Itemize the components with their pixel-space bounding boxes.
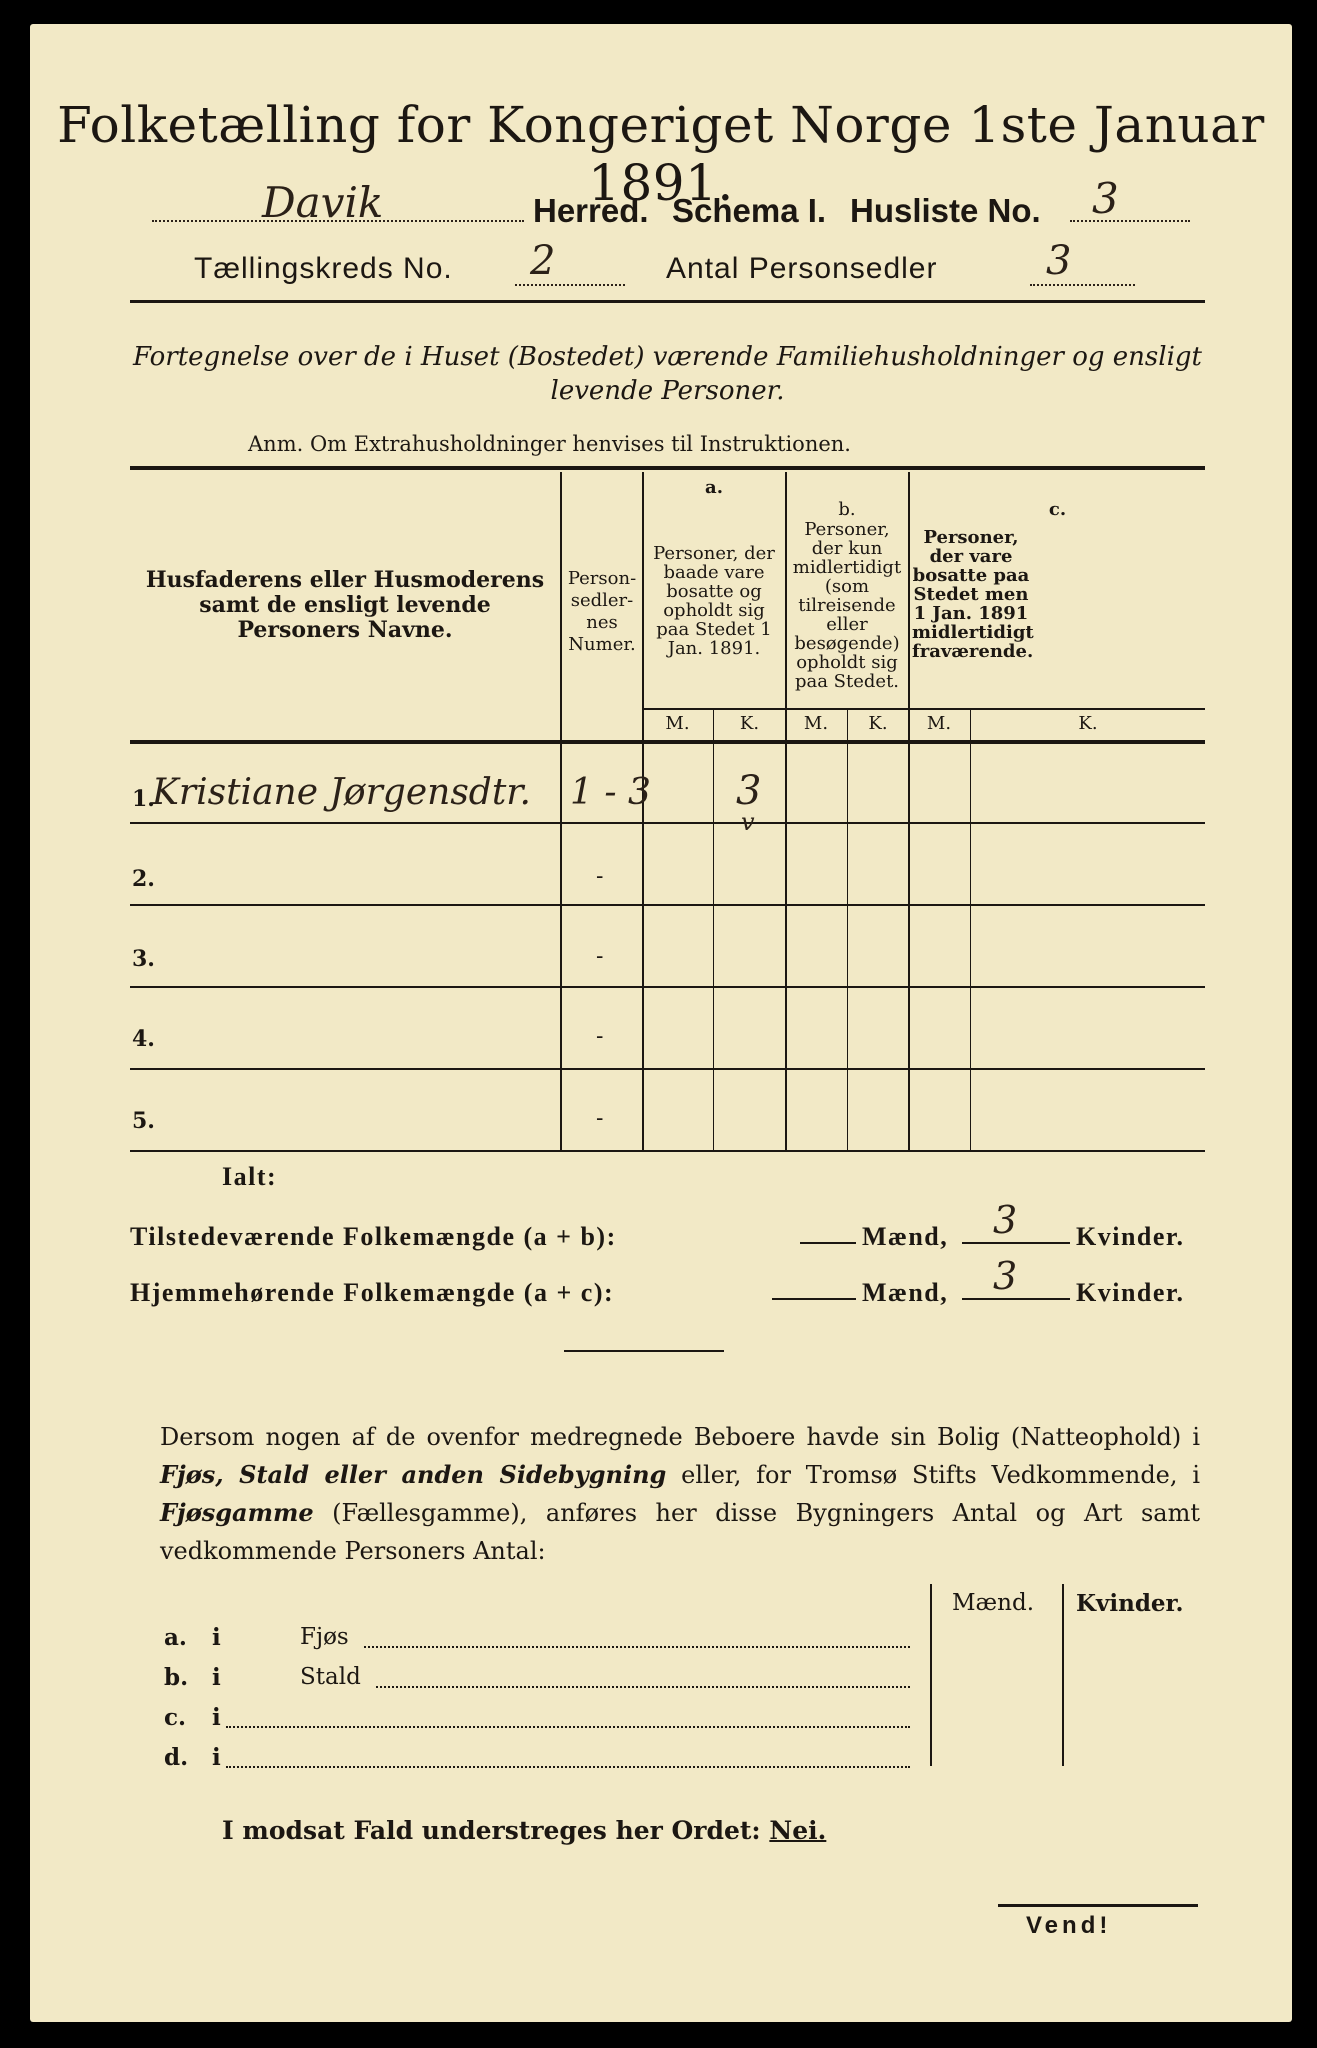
bldg-prep: i	[212, 1744, 221, 1771]
maend-label-1: Mænd,	[862, 1222, 949, 1251]
col-name-header: Husfaderens eller Husmoderens samt de ensligt levende Personers Navne.	[145, 567, 545, 643]
bldg-row	[130, 1660, 930, 1696]
bldg-row	[130, 1740, 930, 1776]
a-k-label: K.	[739, 713, 760, 734]
row-num: 1 - 3	[570, 772, 651, 813]
paragraph-text: (Fællesgamme), anføres her disse Bygningers Antal og Art samt vedkommende Personers Antal:	[160, 1499, 1200, 1565]
bldg-letter: a.	[164, 1624, 187, 1651]
husliste-label: Husliste No.	[850, 192, 1041, 229]
bldg-divider	[930, 1584, 932, 1766]
sidebygning-paragraph	[160, 1418, 1200, 1570]
ialt-label: Ialt:	[222, 1162, 278, 1191]
maend-label-2: Mænd,	[862, 1278, 949, 1307]
b-m-label: M.	[803, 713, 829, 734]
row-a-k: 3	[736, 768, 762, 814]
bldg-row	[130, 1620, 930, 1656]
col-c-header: Personer, der vare bosatte paa Stedet men 1 Jan. 1891 midlertidigt fraværende.	[912, 527, 1034, 662]
buildings-table	[130, 1584, 1205, 1784]
row-num: -	[596, 944, 604, 969]
row-num: -	[596, 864, 604, 889]
bldg-row	[130, 1700, 930, 1736]
bldg-divider	[1062, 1584, 1064, 1766]
bldg-letter: b.	[164, 1664, 189, 1691]
header-rule	[130, 300, 1205, 303]
modsat-text: I modsat Fald understreges her Ordet:	[222, 1816, 761, 1845]
kvinder-blank-2	[962, 1298, 1070, 1300]
bldg-prep: i	[212, 1664, 221, 1691]
row-number: 2.	[132, 866, 155, 892]
census-form	[30, 24, 1292, 2022]
paragraph-text: eller, for Tromsø Stifts Vedkommende, i	[666, 1461, 1200, 1489]
col-c-letter: c.	[1048, 499, 1067, 520]
form-subtitle: Fortegnelse over de i Huset (Bostedet) værende Familiehusholdninger og ensligt levende Personer.	[133, 342, 1202, 406]
vend-rule	[998, 1904, 1198, 1907]
row-name: Kristiane Jørgensdtr.	[152, 772, 532, 813]
bldg-maend-header: Mænd.	[952, 1590, 1035, 1616]
col-a-header: Personer, der baade vare bosatte og opholdt sig paa Stedet 1 Jan. 1891.	[653, 543, 775, 659]
household-table	[130, 442, 1205, 1152]
antal-dots	[1030, 284, 1135, 286]
table-row	[130, 1018, 1205, 1068]
hjemme-label: Hjemmehørende Folkemængde (a + c):	[130, 1278, 615, 1307]
paragraph-emphasis: Fjøsgamme	[160, 1498, 314, 1527]
schema-label: Schema I.	[672, 192, 827, 229]
form-title: Folketælling for Kongeriget Norge 1ste Januar 1891.	[57, 96, 1265, 212]
kvinder-label-2: Kvinder.	[1076, 1278, 1185, 1307]
row-number: 5.	[132, 1108, 155, 1134]
col-b-header: Personer, der kun midlertidigt (som tilreisende eller besøgende) opholdt sig paa Stedet.	[792, 519, 902, 692]
bldg-dots	[376, 1686, 910, 1688]
kreds-label: Tællingskreds No.	[194, 252, 453, 285]
bldg-name: Stald	[300, 1664, 361, 1690]
bldg-prep: i	[212, 1624, 221, 1651]
row-number: 3.	[132, 946, 155, 972]
kvinder-label-1: Kvinder.	[1076, 1222, 1185, 1251]
col-num-header: Person-sedler-nes Numer.	[567, 568, 637, 655]
nei-word: Nei.	[769, 1816, 827, 1845]
row-num: -	[596, 1106, 604, 1131]
bldg-dots	[226, 1726, 910, 1728]
mk-rule	[642, 708, 1205, 710]
table-row	[130, 854, 1205, 904]
tilstede-label: Tilstedeværende Folkemængde (a + b):	[130, 1222, 617, 1251]
bldg-letter: c.	[164, 1704, 187, 1731]
bldg-dots	[226, 1766, 910, 1768]
row-number: 1.	[132, 786, 155, 812]
b-k-label: K.	[868, 713, 888, 734]
c-m-label: M.	[926, 713, 952, 734]
table-row	[130, 936, 1205, 986]
modsat-line	[222, 1816, 826, 1845]
table-header-rule	[130, 740, 1205, 744]
table-row	[130, 1100, 1205, 1150]
bldg-prep: i	[212, 1704, 221, 1731]
row-rule	[130, 1150, 1205, 1152]
row-rule	[130, 822, 1205, 824]
vend-label: Vend!	[1026, 1912, 1112, 1939]
section-divider	[564, 1350, 724, 1352]
kvinder-value-1: 3	[993, 1198, 1018, 1242]
herred-value: Davik	[262, 178, 384, 227]
table-row	[130, 768, 1205, 836]
col-b-letter: b.	[838, 499, 856, 520]
bldg-name: Fjøs	[300, 1624, 349, 1650]
table-top-rule	[130, 466, 1205, 470]
row-rule	[130, 986, 1205, 988]
row-rule	[130, 1068, 1205, 1070]
kvinder-value-2: 3	[993, 1254, 1018, 1298]
kvinder-blank-1	[962, 1242, 1070, 1244]
row-rule	[130, 904, 1205, 906]
row-num: -	[596, 1024, 604, 1049]
antal-value: 3	[1046, 238, 1072, 284]
husliste-dots	[1070, 220, 1190, 222]
maend-blank-2	[772, 1298, 856, 1300]
bldg-letter: d.	[164, 1744, 189, 1771]
a-m-label: M.	[665, 713, 690, 734]
kreds-dots	[515, 284, 625, 286]
husliste-value: 3	[1092, 174, 1119, 223]
row-number: 4.	[132, 1026, 155, 1052]
c-k-label: K.	[1078, 713, 1098, 734]
check-mark: v	[741, 808, 755, 836]
paragraph-emphasis: Fjøs, Stald eller anden Sidebygning	[160, 1460, 667, 1489]
kreds-value: 2	[530, 238, 556, 284]
antal-label: Antal Personsedler	[666, 252, 938, 285]
instruction-note: Anm. Om Extrahusholdninger henvises til Instruktionen.	[248, 432, 851, 456]
bldg-kvinder-header: Kvinder.	[1076, 1590, 1184, 1617]
herred-label: Herred.	[533, 192, 649, 229]
paragraph-text: Dersom nogen af de ovenfor medregnede Beboere havde sin Bolig (Natteophold) i	[160, 1423, 1200, 1451]
maend-blank-1	[800, 1242, 856, 1244]
bldg-dots	[364, 1646, 910, 1648]
col-a-letter: a.	[705, 477, 723, 498]
